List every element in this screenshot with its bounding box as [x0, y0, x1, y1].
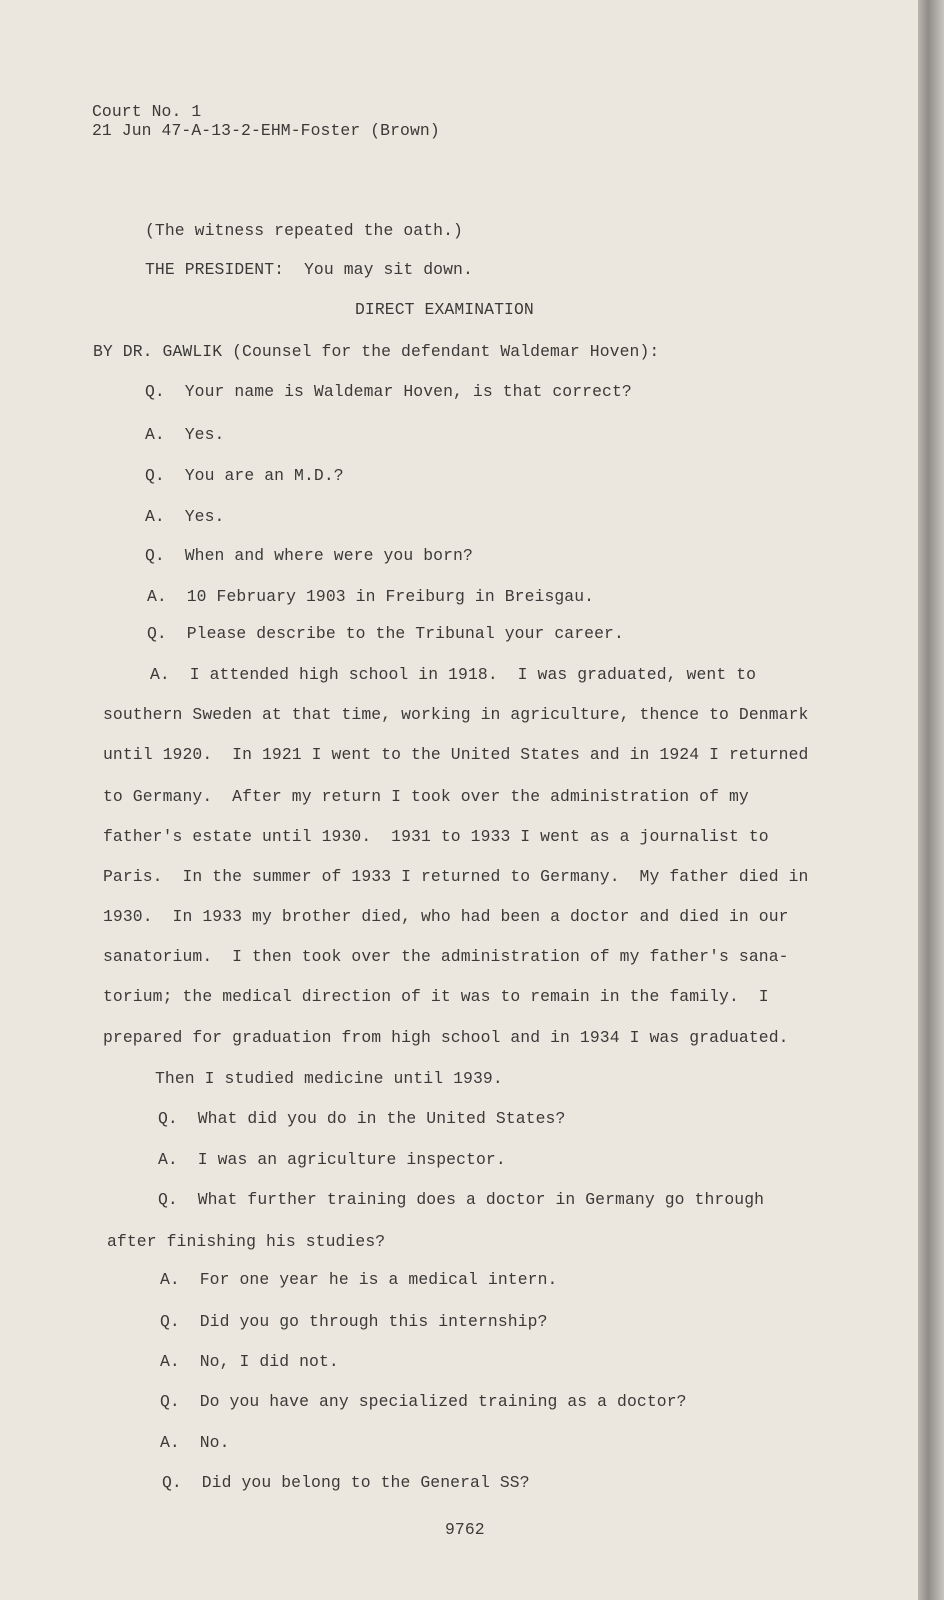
answer-continued: sanatorium. I then took over the administration of my father's sana- [103, 947, 789, 966]
answer-continued: 1930. In 1933 my brother died, who had been a doctor and died in our [103, 907, 789, 926]
question: Q. Your name is Waldemar Hoven, is that correct? [145, 382, 632, 401]
answer-continued: until 1920. In 1921 I went to the United States and in 1924 I returned [103, 745, 809, 764]
court-number: Court No. 1 [92, 102, 202, 121]
page-number: 9762 [445, 1520, 485, 1539]
question: Q. What did you do in the United States? [158, 1109, 566, 1128]
answer: A. No, I did not. [160, 1352, 339, 1371]
examiner-line: BY DR. GAWLIK (Counsel for the defendant Waldemar Hoven): [93, 342, 660, 361]
answer-continued: Then I studied medicine until 1939. [155, 1069, 503, 1088]
answer-continued: torium; the medical direction of it was to remain in the family. I [103, 987, 769, 1006]
question: Q. What further training does a doctor in Germany go through [158, 1190, 765, 1209]
answer: A. For one year he is a medical intern. [160, 1270, 558, 1289]
transcript-reference: 21 Jun 47-A-13-2-EHM-Foster (Brown) [92, 121, 440, 140]
page-edge [918, 0, 944, 1600]
question: Q. Did you belong to the General SS? [162, 1473, 530, 1492]
question: Q. You are an M.D.? [145, 466, 344, 485]
section-heading: DIRECT EXAMINATION [355, 300, 534, 319]
answer: A. I was an agriculture inspector. [158, 1150, 506, 1169]
question: Q. Do you have any specialized training as a doctor? [160, 1392, 687, 1411]
question-continued: after finishing his studies? [107, 1232, 386, 1251]
answer: A. Yes. [145, 507, 225, 526]
question: Q. Please describe to the Tribunal your career. [147, 624, 624, 643]
stage-direction: (The witness repeated the oath.) [145, 221, 463, 240]
answer: A. No. [160, 1433, 230, 1452]
answer-continued: to Germany. After my return I took over the administration of my [103, 787, 749, 806]
answer-continued: prepared for graduation from high school and in 1934 I was graduated. [103, 1028, 789, 1047]
answer-continued: Paris. In the summer of 1933 I returned to Germany. My father died in [103, 867, 809, 886]
answer: A. Yes. [145, 425, 225, 444]
answer-continued: southern Sweden at that time, working in agriculture, thence to Denmark [103, 705, 809, 724]
answer-continued: father's estate until 1930. 1931 to 1933 I went as a journalist to [103, 827, 769, 846]
answer: A. I attended high school in 1918. I was graduated, went to [150, 665, 757, 684]
president-statement: THE PRESIDENT: You may sit down. [145, 260, 473, 279]
question: Q. When and where were you born? [145, 546, 473, 565]
answer: A. 10 February 1903 in Freiburg in Breisgau. [147, 587, 595, 606]
question: Q. Did you go through this internship? [160, 1312, 548, 1331]
